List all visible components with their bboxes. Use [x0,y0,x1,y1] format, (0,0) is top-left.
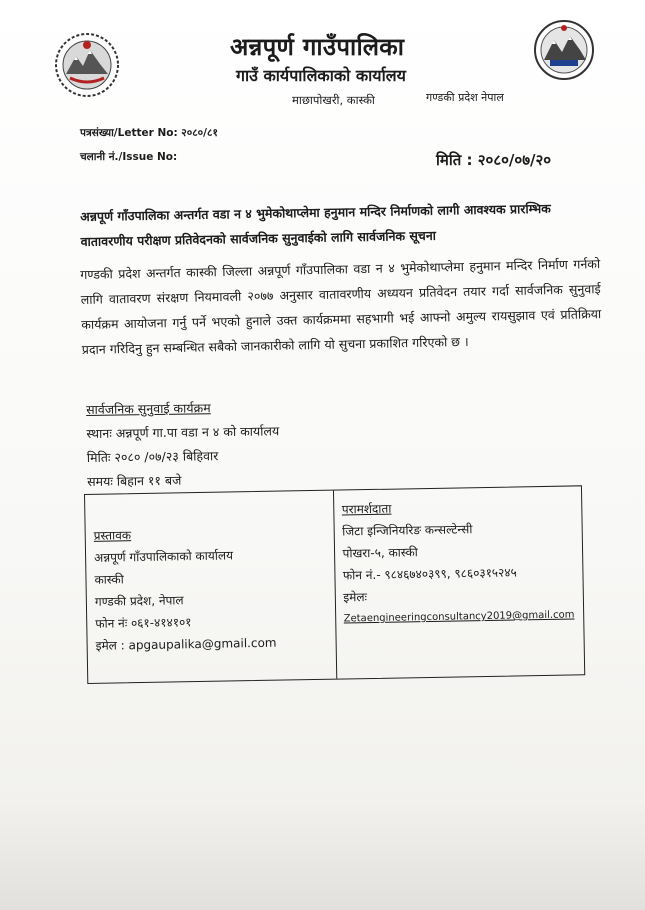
contact-table [84,485,585,684]
consultant-email-label: इमेलः [343,590,368,605]
proponent-name: अन्नपूर्ण गाँउपालिकाको कार्यालय [93,548,234,565]
program-heading: सार्वजनिक सुनुवाई कार्यक्रम [86,400,211,417]
proponent-email: इमेल : apgaupalika@gmail.com [95,635,277,653]
consultant-phone: फोन नं.- ९८४६७४०३९९, ९८६०३१५२४५ [342,565,517,583]
letter-number: पत्रसंख्या/Letter No: २०८०/८१ [80,127,218,139]
proponent-heading: प्रस्तावक [93,528,132,543]
municipality-title: अन्नपूर्ण गाउँपालिका [230,33,405,61]
program-time: समयः बिहान ११ बजे [87,472,182,489]
program-place: स्थानः अन्नपूर्ण गा.पा वडा न ४ को कार्यालय [86,423,280,441]
proponent-phone: फोन नंः ०६१-४१४१०१ [95,615,192,631]
program-details [86,395,280,494]
nepal-emblem-icon [52,30,122,100]
document-date: मिति : २०८०/०७/२० [436,151,552,169]
consultant-email-link[interactable]: Zetaengineeringconsultancy2019@gmail.com [343,609,575,625]
municipality-seal-icon [532,18,596,82]
issue-number: चलानी नं./Issue No: [80,151,178,163]
notice-body: गण्डकी प्रदेश अन्तर्गत कास्की जिल्ला अन्नपूर्ण गाँउपालिका वडा न ४ भुमेकोथाप्लेमा हनुमान मन्दिर निर्माण गर्नको लागि वातावरण संरक्षण नियमावली २०७७ अनुसार वातावरणीय अध्ययन प्रतिवेदन तयार गर्दा सार्वजनिक सुनुवाई कार्यक्रम आयोजना गर्नु पर्ने भएको हुनाले उक्त कार्यक्रममा सहभागी भई आफ्नो अमुल्य रायसुझाव एवं प्रतिक्रिया प्रदान गरिदिनु हुन सम्बन्धित सबैको जानकारीको लागि यो सुचना प्रकाशित गरिएको छ । [80,256,602,357]
proponent-district: कास्की [94,572,124,587]
office-address: माछापोखरी, कास्की [292,93,375,107]
office-province: गण्डकी प्रदेश नेपाल [426,91,504,104]
proponent-province: गण्डकी प्रदेश, नेपाल [94,593,184,609]
consultant-heading: परामर्शदाता [341,501,392,517]
consultant-address: पोखरा-५, कास्की [342,545,418,561]
office-name: गाउँ कार्यपालिकाको कार्यालय [236,66,406,85]
program-date: मितिः २०८० /०७/२३ बिहिवार [86,448,219,465]
consultant-cell [333,486,584,678]
notice-subject: अन्नपूर्ण गाँउपालिका अन्तर्गत वडा न ४ भुमेकोथाप्लेमा हनुमान मन्दिर निर्माणको लागी आवश्यक प्रारम्भिक वातावरणीय परीक्षण प्रतिवेदनको सार्वजनिक सुनुवाईको लागि सार्वजनिक सूचना [80,200,551,249]
proponent-cell [85,491,337,683]
consultant-name: जिटा इन्जिनियरिङ कन्सल्टेन्सी [342,522,473,539]
